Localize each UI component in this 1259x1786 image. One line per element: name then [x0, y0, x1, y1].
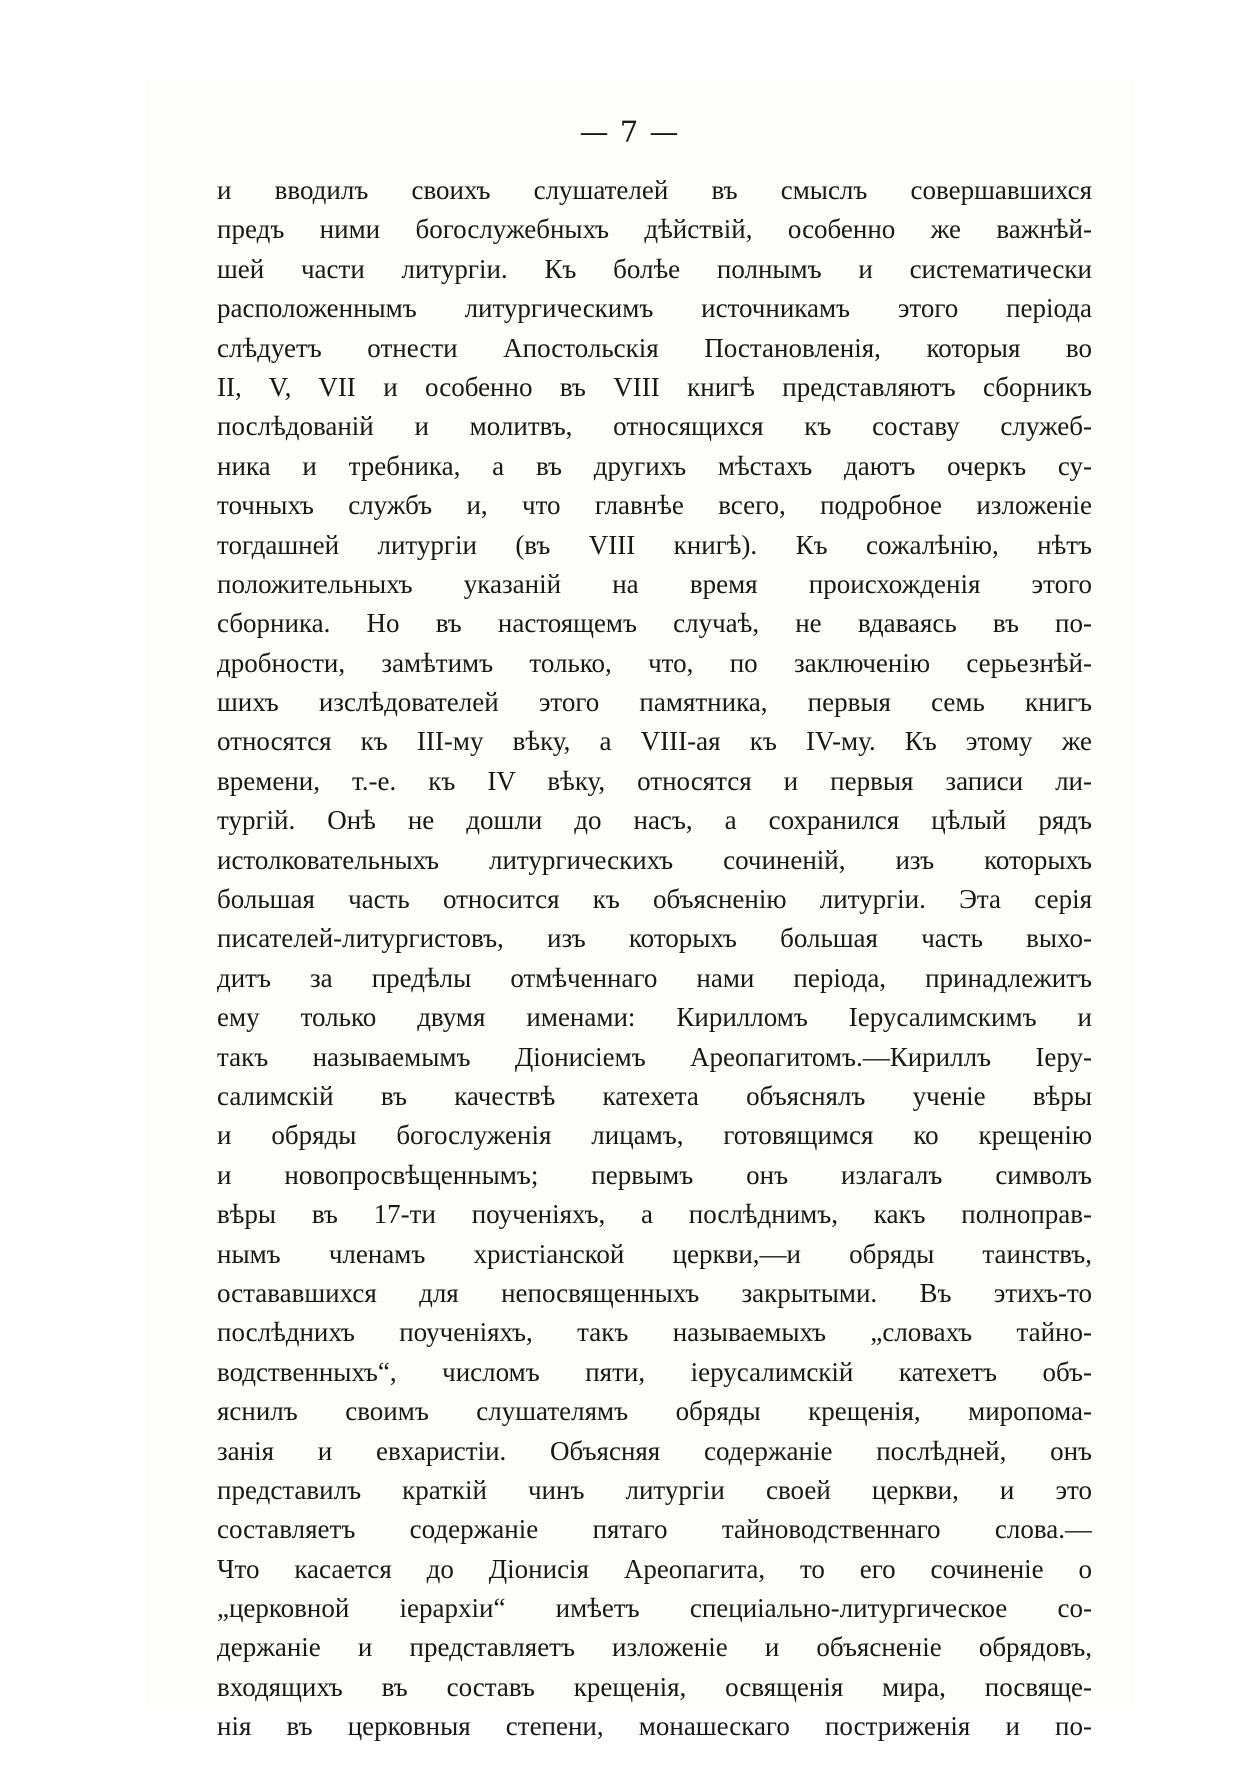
text-line: писателей-литургистовъ, изъ которыхъ большая часть выхо-	[217, 923, 1092, 954]
text-line: предъ ними богослужебныхъ дѣйствій, особенно же важнѣй-	[217, 214, 1092, 245]
page-number: — 7 —	[579, 115, 680, 149]
text-line: ему только двумя именами: Кирилломъ Іерусалимскимъ и	[217, 1002, 1092, 1033]
text-line: нымъ членамъ христіанской церкви,—и обряды таинствъ,	[217, 1238, 1092, 1269]
text-line: нія въ церковныя степени, монашескаго постриженія и по-	[217, 1711, 1092, 1742]
text-line: яснилъ своимъ слушателямъ обряды крещенія, миропома-	[217, 1396, 1092, 1427]
text-line: дитъ за предѣлы отмѣченнаго нами періода, принадлежитъ	[217, 962, 1092, 993]
text-line: относятся къ III-му вѣку, а VIII-ая къ IV-му. Къ этому же	[217, 726, 1092, 757]
text-line: большая часть относится къ объясненію литургіи. Эта серія	[217, 884, 1092, 915]
text-line: сборника. Но въ настоящемъ случаѣ, не вдаваясь въ по-	[217, 608, 1092, 639]
text-line: Что касается до Діонисія Ареопагита, то его сочиненіе о	[217, 1553, 1092, 1584]
text-line: занія и евхаристіи. Объясняя содержаніе послѣдней, онъ	[217, 1435, 1092, 1466]
text-line: „церковной іерархіи“ имѣетъ специіально-литургическое со-	[217, 1593, 1092, 1624]
text-line: салимскій въ качествѣ катехета объяснялъ ученіе вѣры	[217, 1080, 1092, 1111]
text-line: тогдашней литургіи (въ VIII книгѣ). Къ сожалѣнію, нѣтъ	[217, 529, 1092, 560]
text-line: входящихъ въ составъ крещенія, освященія мира, посвяще-	[217, 1671, 1092, 1702]
text-line: такъ называемымъ Діонисіемъ Ареопагитомъ.—Кириллъ Іеру-	[217, 1041, 1092, 1072]
text-line: II, V, VII и особенно въ VIII книгѣ представляютъ сборникъ	[217, 371, 1092, 402]
text-line: послѣдованій и молитвъ, относящихся къ составу служеб-	[217, 411, 1092, 442]
text-line: послѣднихъ поученіяхъ, такъ называемыхъ „словахъ тайно-	[217, 1317, 1092, 1348]
text-line: составляетъ содержаніе пятаго тайноводственнаго слова.—	[217, 1514, 1092, 1545]
text-line: положительныхъ указаній на время происхожденія этого	[217, 568, 1092, 599]
text-line: точныхъ службъ и, что главнѣе всего, подробное изложеніе	[217, 490, 1092, 521]
text-line: расположеннымъ литургическимъ источникамъ этого періода	[217, 293, 1092, 324]
body-text	[217, 171, 1092, 1747]
text-line: времени, т.-е. къ IV вѣку, относятся и первыя записи ли-	[217, 765, 1092, 796]
text-line: шей части литургіи. Къ болѣе полнымъ и систематически	[217, 253, 1092, 284]
text-line: и новопросвѣщеннымъ; первымъ онъ излагалъ символъ	[217, 1159, 1092, 1190]
text-line: вѣры въ 17-ти поученіяхъ, а послѣднимъ, какъ полноправ-	[217, 1199, 1092, 1230]
text-line: шихъ изслѣдователей этого памятника, первыя семь книгъ	[217, 687, 1092, 718]
text-line: и обряды богослуженія лицамъ, готовящимся ко крещенію	[217, 1120, 1092, 1151]
text-line: слѣдуетъ отнести Апостольскія Постановленія, которыя во	[217, 332, 1092, 363]
text-line: тургій. Онѣ не дошли до насъ, а сохранился цѣлый рядъ	[217, 805, 1092, 836]
text-line: представилъ краткій чинъ литургіи своей церкви, и это	[217, 1474, 1092, 1505]
text-line: держаніе и представляетъ изложеніе и объясненіе обрядовъ,	[217, 1632, 1092, 1663]
text-line: остававшихся для непосвященныхъ закрытыми. Въ этихъ-то	[217, 1277, 1092, 1308]
text-line: водственныхъ“, числомъ пяти, іерусалимскій катехетъ объ-	[217, 1356, 1092, 1387]
text-line: ника и требника, а въ другихъ мѣстахъ даютъ очеркъ су-	[217, 450, 1092, 481]
text-line: и вводилъ своихъ слушателей въ смыслъ совершавшихся	[217, 175, 1092, 205]
text-line: истолковательныхъ литургическихъ сочиненій, изъ которыхъ	[217, 844, 1092, 875]
text-line: дробности, замѣтимъ только, что, по заключенію серьезнѣй-	[217, 647, 1092, 678]
